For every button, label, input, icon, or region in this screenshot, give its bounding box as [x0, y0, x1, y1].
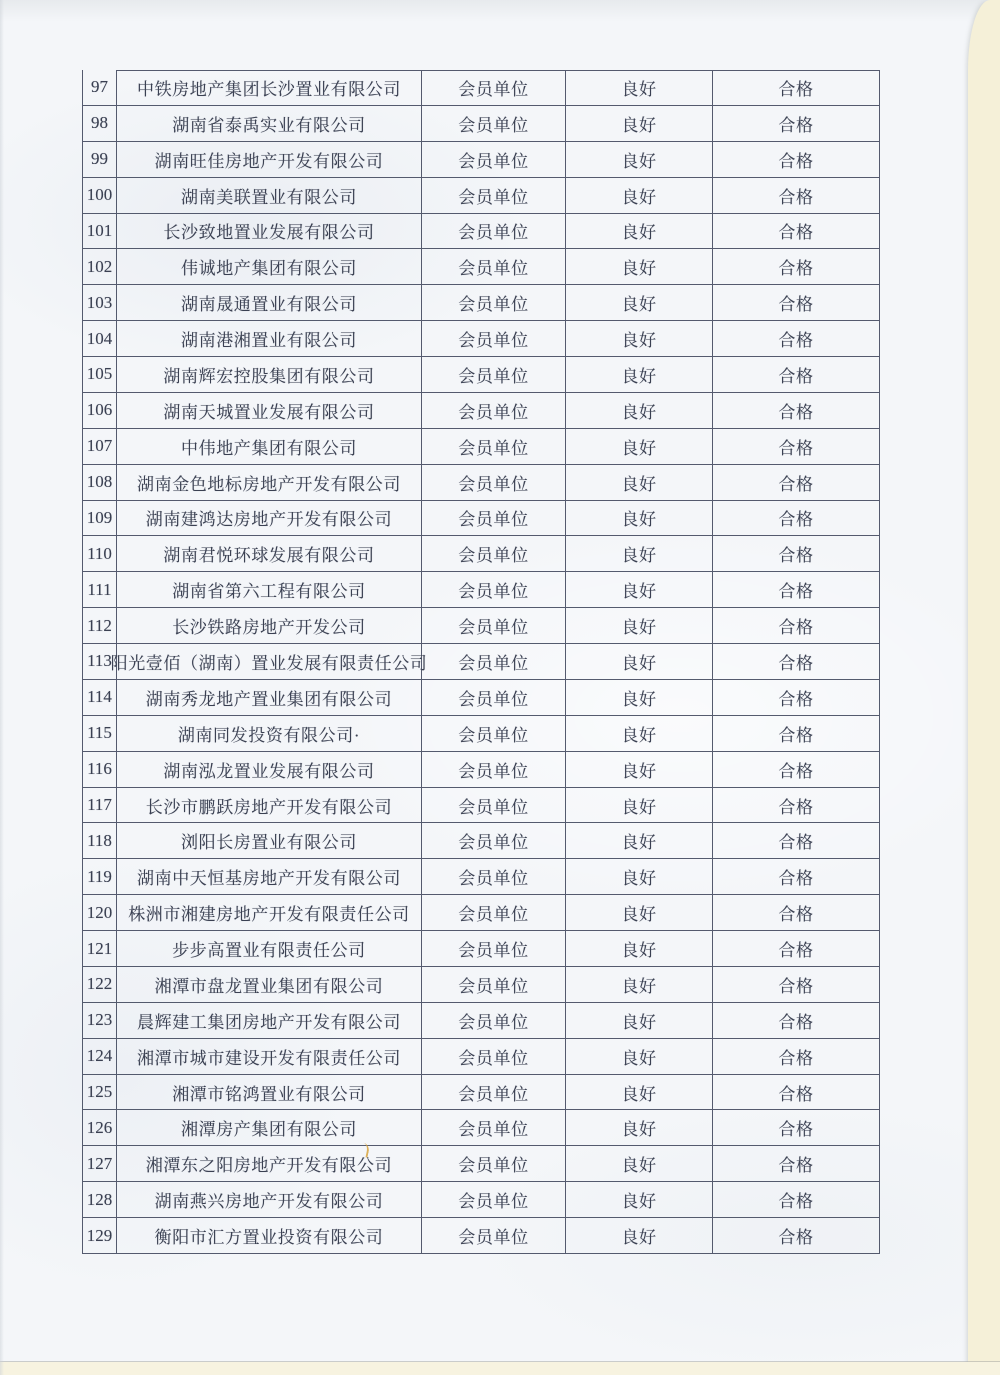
row-number: 110	[83, 536, 117, 572]
credit-rating: 良好	[566, 716, 713, 752]
credit-rating: 良好	[566, 788, 713, 824]
row-number: 107	[83, 429, 117, 465]
evaluation-result: 合格	[713, 70, 880, 106]
company-name: 中铁房地产集团长沙置业有限公司	[117, 70, 422, 106]
company-name: 晨辉建工集团房地产开发有限公司	[117, 1003, 422, 1039]
credit-rating: 良好	[566, 1039, 713, 1075]
row-number: 121	[83, 931, 117, 967]
row-number: 123	[83, 1003, 117, 1039]
company-name: 湖南金色地标房地产开发有限公司	[117, 465, 422, 501]
row-number: 104	[83, 321, 117, 357]
page-edge-bottom	[0, 1362, 1000, 1375]
company-name: 湖南秀龙地产置业集团有限公司	[117, 680, 422, 716]
membership-type: 会员单位	[422, 501, 566, 537]
credit-rating: 良好	[566, 393, 713, 429]
membership-type: 会员单位	[422, 393, 566, 429]
row-number: 114	[83, 680, 117, 716]
credit-rating: 良好	[566, 572, 713, 608]
membership-type: 会员单位	[422, 1110, 566, 1146]
table-row	[83, 357, 880, 393]
membership-type: 会员单位	[422, 1003, 566, 1039]
company-name: 湖南辉宏控股集团有限公司	[117, 357, 422, 393]
membership-type: 会员单位	[422, 572, 566, 608]
credit-rating: 良好	[566, 1218, 713, 1254]
credit-rating: 良好	[566, 214, 713, 250]
company-name: 湘潭市铭鸿置业有限公司	[117, 1075, 422, 1111]
table-row	[83, 608, 880, 644]
membership-type: 会员单位	[422, 321, 566, 357]
row-number: 125	[83, 1075, 117, 1111]
credit-rating: 良好	[566, 644, 713, 680]
credit-rating: 良好	[566, 70, 713, 106]
table-row	[83, 1146, 880, 1182]
membership-type: 会员单位	[422, 1218, 566, 1254]
evaluation-result: 合格	[713, 465, 880, 501]
evaluation-result: 合格	[713, 895, 880, 931]
row-number: 118	[83, 823, 117, 859]
row-number: 113	[83, 644, 117, 680]
membership-type: 会员单位	[422, 608, 566, 644]
table-row	[83, 70, 880, 106]
credit-rating: 良好	[566, 859, 713, 895]
row-number: 101	[83, 214, 117, 250]
company-name: 湖南泓龙置业发展有限公司	[117, 752, 422, 788]
membership-type: 会员单位	[422, 967, 566, 1003]
row-number: 117	[83, 788, 117, 824]
membership-type: 会员单位	[422, 1146, 566, 1182]
evaluation-result: 合格	[713, 1218, 880, 1254]
evaluation-result: 合格	[713, 1182, 880, 1218]
table-row	[83, 788, 880, 824]
membership-type: 会员单位	[422, 859, 566, 895]
table-row	[83, 536, 880, 572]
row-number: 103	[83, 285, 117, 321]
table-row	[83, 1003, 880, 1039]
membership-type: 会员单位	[422, 70, 566, 106]
table-row	[83, 1218, 880, 1254]
company-name: 湖南晟通置业有限公司	[117, 285, 422, 321]
evaluation-result: 合格	[713, 931, 880, 967]
table-row	[83, 895, 880, 931]
evaluation-result: 合格	[713, 644, 880, 680]
credit-rating: 良好	[566, 823, 713, 859]
membership-type: 会员单位	[422, 106, 566, 142]
table-row	[83, 178, 880, 214]
table-row	[83, 142, 880, 178]
row-number: 109	[83, 501, 117, 537]
membership-type: 会员单位	[422, 788, 566, 824]
membership-type: 会员单位	[422, 249, 566, 285]
company-name: 阳光壹佰（湖南）置业发展有限责任公司	[117, 644, 422, 680]
company-name: 湘潭市盘龙置业集团有限公司	[117, 967, 422, 1003]
table-row	[83, 823, 880, 859]
row-number: 105	[83, 357, 117, 393]
membership-type: 会员单位	[422, 931, 566, 967]
evaluation-result: 合格	[713, 501, 880, 537]
evaluation-result: 合格	[713, 142, 880, 178]
credit-rating: 良好	[566, 536, 713, 572]
evaluation-result: 合格	[713, 859, 880, 895]
row-number: 99	[83, 142, 117, 178]
evaluation-result: 合格	[713, 752, 880, 788]
evaluation-result: 合格	[713, 967, 880, 1003]
row-number: 126	[83, 1110, 117, 1146]
row-number: 108	[83, 465, 117, 501]
company-name: 中伟地产集团有限公司	[117, 429, 422, 465]
row-number: 111	[83, 572, 117, 608]
company-name: 长沙市鹏跃房地产开发有限公司	[117, 788, 422, 824]
evaluation-result: 合格	[713, 572, 880, 608]
credit-rating: 良好	[566, 931, 713, 967]
evaluation-result: 合格	[713, 788, 880, 824]
row-number: 106	[83, 393, 117, 429]
membership-type: 会员单位	[422, 1075, 566, 1111]
row-number: 129	[83, 1218, 117, 1254]
table-row	[83, 106, 880, 142]
page-edge-right	[968, 0, 1000, 1375]
table-row	[83, 321, 880, 357]
company-name: 湘潭东之阳房地产开发有限公司	[117, 1146, 422, 1182]
evaluation-result: 合格	[713, 1075, 880, 1111]
table-row	[83, 931, 880, 967]
company-name: 湖南建鸿达房地产开发有限公司	[117, 501, 422, 537]
credit-rating: 良好	[566, 1003, 713, 1039]
company-name: 长沙致地置业发展有限公司	[117, 214, 422, 250]
credit-rating: 良好	[566, 465, 713, 501]
company-name: 长沙铁路房地产开发公司	[117, 608, 422, 644]
evaluation-result: 合格	[713, 285, 880, 321]
credit-rating: 良好	[566, 1182, 713, 1218]
evaluation-result: 合格	[713, 716, 880, 752]
evaluation-result: 合格	[713, 429, 880, 465]
evaluation-result: 合格	[713, 357, 880, 393]
credit-rating: 良好	[566, 1110, 713, 1146]
credit-rating: 良好	[566, 895, 713, 931]
credit-rating: 良好	[566, 429, 713, 465]
table-row	[83, 249, 880, 285]
membership-type: 会员单位	[422, 680, 566, 716]
company-name: 湖南中天恒基房地产开发有限公司	[117, 859, 422, 895]
company-credit-table	[82, 70, 880, 1254]
membership-type: 会员单位	[422, 644, 566, 680]
company-name: 湖南燕兴房地产开发有限公司	[117, 1182, 422, 1218]
company-name: 伟诚地产集团有限公司	[117, 249, 422, 285]
table-row	[83, 1110, 880, 1146]
company-name: 湖南同发投资有限公司·	[117, 716, 422, 752]
company-name: 湖南省第六工程有限公司	[117, 572, 422, 608]
credit-rating: 良好	[566, 249, 713, 285]
company-name: 湖南旺佳房地产开发有限公司	[117, 142, 422, 178]
credit-rating: 良好	[566, 501, 713, 537]
evaluation-result: 合格	[713, 214, 880, 250]
credit-rating: 良好	[566, 608, 713, 644]
membership-type: 会员单位	[422, 142, 566, 178]
table-row	[83, 393, 880, 429]
evaluation-result: 合格	[713, 106, 880, 142]
credit-rating: 良好	[566, 680, 713, 716]
membership-type: 会员单位	[422, 716, 566, 752]
company-name: 湖南美联置业有限公司	[117, 178, 422, 214]
credit-rating: 良好	[566, 1075, 713, 1111]
membership-type: 会员单位	[422, 357, 566, 393]
row-number: 119	[83, 859, 117, 895]
company-name: 湖南省泰禹实业有限公司	[117, 106, 422, 142]
table-row	[83, 572, 880, 608]
evaluation-result: 合格	[713, 393, 880, 429]
table-row	[83, 644, 880, 680]
membership-type: 会员单位	[422, 536, 566, 572]
table-row	[83, 285, 880, 321]
row-number: 116	[83, 752, 117, 788]
membership-type: 会员单位	[422, 465, 566, 501]
row-number: 127	[83, 1146, 117, 1182]
credit-rating: 良好	[566, 967, 713, 1003]
credit-rating: 良好	[566, 1146, 713, 1182]
evaluation-result: 合格	[713, 823, 880, 859]
credit-rating: 良好	[566, 752, 713, 788]
table-row	[83, 1039, 880, 1075]
evaluation-result: 合格	[713, 321, 880, 357]
membership-type: 会员单位	[422, 823, 566, 859]
evaluation-result: 合格	[713, 536, 880, 572]
evaluation-result: 合格	[713, 249, 880, 285]
row-number: 97	[83, 70, 117, 106]
evaluation-result: 合格	[713, 1110, 880, 1146]
credit-rating: 良好	[566, 321, 713, 357]
evaluation-result: 合格	[713, 608, 880, 644]
credit-rating: 良好	[566, 357, 713, 393]
row-number: 122	[83, 967, 117, 1003]
company-name: 步步高置业有限责任公司	[117, 931, 422, 967]
row-number: 98	[83, 106, 117, 142]
company-name: 湖南天城置业发展有限公司	[117, 393, 422, 429]
table-row	[83, 1075, 880, 1111]
table-row	[83, 214, 880, 250]
evaluation-result: 合格	[713, 1039, 880, 1075]
row-number: 128	[83, 1182, 117, 1218]
membership-type: 会员单位	[422, 752, 566, 788]
evaluation-result: 合格	[713, 1003, 880, 1039]
row-number: 124	[83, 1039, 117, 1075]
membership-type: 会员单位	[422, 214, 566, 250]
row-number: 115	[83, 716, 117, 752]
table-row	[83, 501, 880, 537]
table-row	[83, 859, 880, 895]
company-name: 衡阳市汇方置业投资有限公司	[117, 1218, 422, 1254]
row-number: 102	[83, 249, 117, 285]
table-row	[83, 1182, 880, 1218]
company-name: 湖南君悦环球发展有限公司	[117, 536, 422, 572]
row-number: 120	[83, 895, 117, 931]
membership-type: 会员单位	[422, 1039, 566, 1075]
membership-type: 会员单位	[422, 429, 566, 465]
membership-type: 会员单位	[422, 895, 566, 931]
table-row	[83, 752, 880, 788]
credit-rating: 良好	[566, 285, 713, 321]
table-row	[83, 716, 880, 752]
evaluation-result: 合格	[713, 1146, 880, 1182]
credit-rating: 良好	[566, 106, 713, 142]
company-name: 湘潭房产集团有限公司	[117, 1110, 422, 1146]
row-number: 112	[83, 608, 117, 644]
credit-rating: 良好	[566, 178, 713, 214]
table-row	[83, 967, 880, 1003]
company-name: 湖南港湘置业有限公司	[117, 321, 422, 357]
company-name: 浏阳长房置业有限公司	[117, 823, 422, 859]
evaluation-result: 合格	[713, 178, 880, 214]
company-name: 湘潭市城市建设开发有限责任公司	[117, 1039, 422, 1075]
table-row	[83, 680, 880, 716]
credit-rating: 良好	[566, 142, 713, 178]
evaluation-result: 合格	[713, 680, 880, 716]
table-row	[83, 429, 880, 465]
row-number: 100	[83, 178, 117, 214]
membership-type: 会员单位	[422, 1182, 566, 1218]
membership-type: 会员单位	[422, 178, 566, 214]
membership-type: 会员单位	[422, 285, 566, 321]
company-name: 株洲市湘建房地产开发有限责任公司	[117, 895, 422, 931]
table-row	[83, 465, 880, 501]
